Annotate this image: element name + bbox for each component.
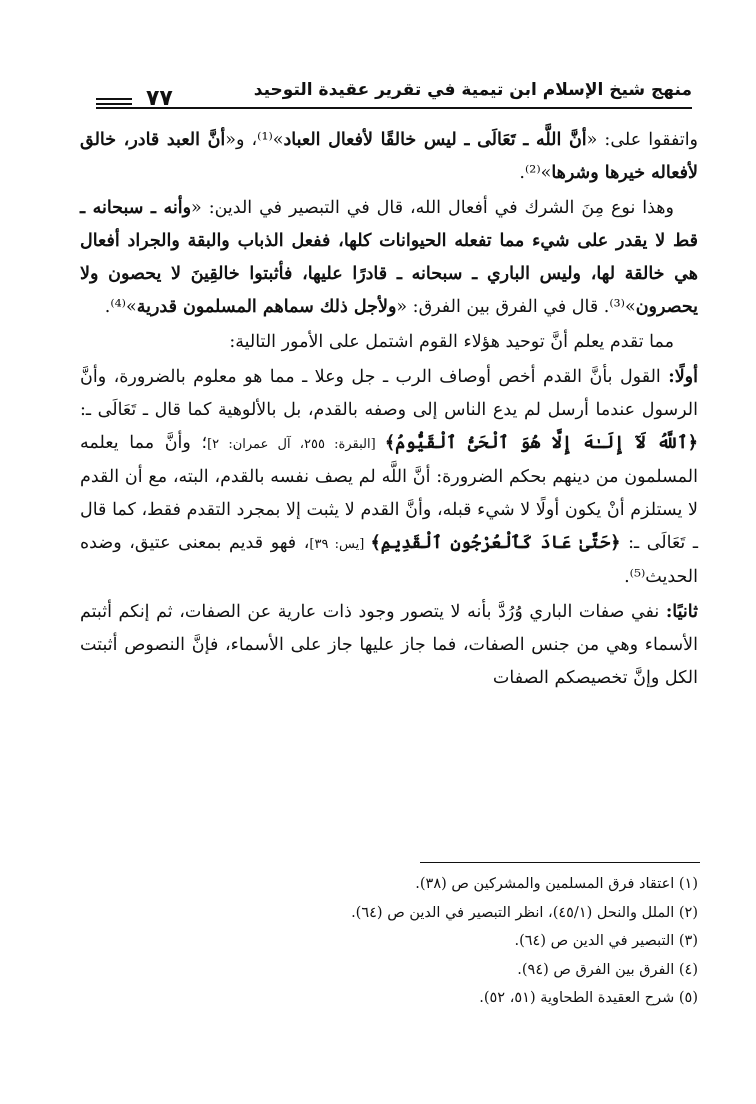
footnote-separator [420, 862, 700, 863]
footnote: (٥) شرح العقيدة الطحاوية (٥١، ٥٢). [479, 990, 698, 1006]
quran-verse: ﴿ٱللَّهُ لَآ إِلَـٰهَ إِلَّا هُوَ ٱلْحَىُّ ٱلْقَيُّومُ﴾ [384, 433, 698, 453]
quran-verse: ﴿حَتَّىٰ عَادَ كَٱلْعُرْجُونِ ٱلْقَدِيمِ﴾ [370, 533, 621, 553]
paragraph-2: وهذا نوع مِنَ الشرك في أفعال الله، قال في التبصير في الدين: «وأنه ـ سبحانه ـ قط لا يقدر على شيء مما تفعله الحيوانات كلها، ففعل الذباب والبقة والجراد أفعال هي خالقة لها، وليس الباري ـ سبحانه ـ قادرًا عليها، فأثبتوا خالقِينَ لا يحصون ولا يحصرون»⁽³⁾. قال في الفرق بين الفرق: «ولأجل ذلك سماهم المسلمون قدرية»⁽⁴⁾. [80, 198, 698, 317]
running-title: منهج شيخ الإسلام ابن تيمية في تقرير عقيدة التوحيد [253, 80, 692, 100]
paragraph-3: مما تقدم يعلم أنَّ توحيد هؤلاء القوم اشتمل على الأمور التالية: [229, 332, 674, 352]
header-rule [96, 107, 692, 109]
footnote: (١) اعتقاد فرق المسلمين والمشركين ص (٣٨). [415, 876, 698, 892]
footnote: (٤) الفرق بين الفرق ص (٩٤). [517, 961, 698, 978]
header-rule-decoration [96, 98, 132, 100]
page-number: ٧٧ [146, 86, 173, 111]
footnote: (٢) الملل والنحل (٤٥/١)، انظر التبصير في الدين ص (٦٤). [351, 904, 698, 921]
paragraph-5: ثانيًا: نفي صفات الباري وُرُدَّ بأنه لا يتصور وجود ذات عارية عن الصفات، ثم إنكم أثبتم الأسماء وهي من جنس الصفات، فما جاز عليها جاز على الأسماء، فإنَّ النصوص أثبتت الكل وإنَّ تخصيصكم الصفات [80, 602, 698, 688]
paragraph-1: واتفقوا على: «أنَّ اللَّه ـ تَعَالَى ـ ليس خالقًا لأفعال العباد»⁽¹⁾، و«أنَّ العبد قادر، خالق لأفعاله خيرها وشرها»⁽²⁾. [80, 130, 699, 183]
footnotes [100, 870, 698, 1013]
header-rule-decoration [96, 103, 132, 105]
page-header [96, 78, 692, 112]
footnote: (٣) التبصير في الدين ص (٦٤). [514, 933, 698, 949]
main-text [80, 124, 698, 697]
paragraph-4: أولًا: القول بأنَّ القدم أخص أوصاف الرب ـ جل وعلا ـ مما هو معلوم بالضرورة، وأنَّ الرسول عندما أرسل لم يدع الناس إلى وصفه بالقدم، بل بالألوهية كما قال ـ تَعَالَى ـ: ﴿ٱللَّهُ لَآ إِلَـٰهَ إِلَّا هُوَ ٱلْحَىُّ ٱلْقَيُّومُ﴾ [البقرة: ٢٥٥، آل عمران: ٢]؛ وأنَّ مما يعلمه المسلمون من دينهم بحكم الضرورة: أنَّ اللَّه لم يصف نفسه بالقدم، البته، مع أن القدم لا يستلزم أنْ يكون أولًا لا شيء قبله، وأنَّ القدم لا يثبت إلا بمجرد التقدم فقط، كما قال ـ تَعَالَى ـ: ﴿حَتَّىٰ عَادَ كَٱلْعُرْجُونِ ٱلْقَدِيمِ﴾ [يس: ٣٩]، فهو قديم بمعنى عتيق، وضده الحديث⁽⁵⁾. [80, 367, 698, 587]
